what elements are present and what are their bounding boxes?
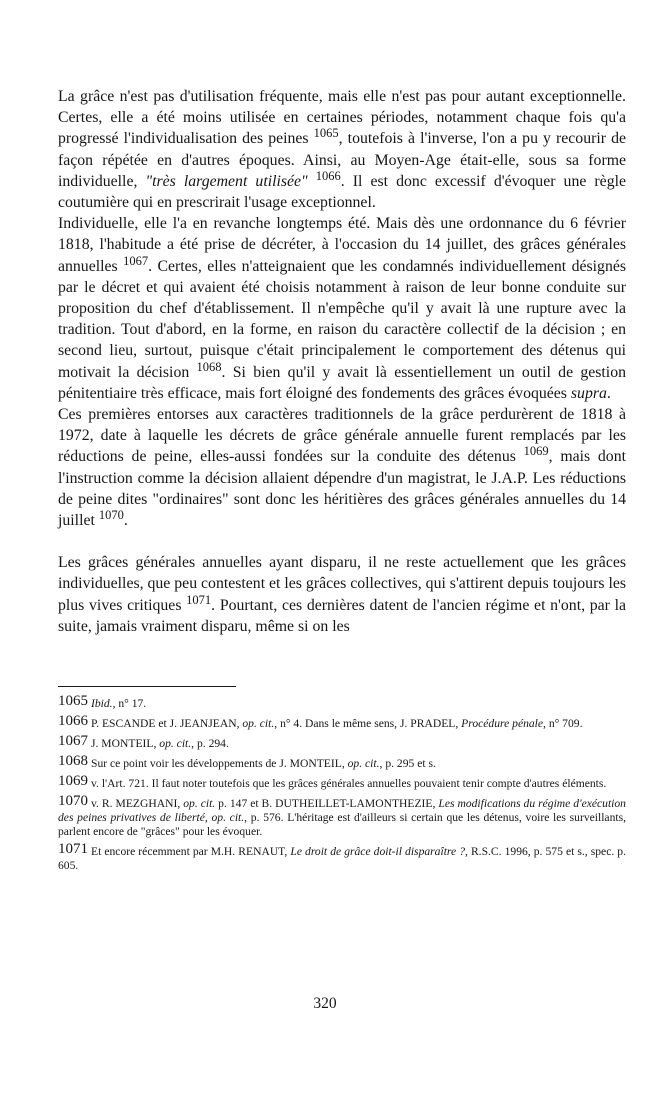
text-run: . Il est donc excessif d'évoquer une règle coutumière qui en prescrirait l'usage exceptionnel. bbox=[58, 172, 626, 212]
text-run: , n° 4. Dans le même sens, J. PRADEL, bbox=[274, 717, 462, 731]
footnote bbox=[58, 693, 626, 711]
footnote-number: 1066 bbox=[58, 713, 88, 730]
text-run: . Si bien qu'il y avait là essentiellement un outil de gestion pénitentiaire très efficace, mais fort éloigné des fondements des grâces évoquées bbox=[58, 363, 626, 402]
footnote-number: 1071 bbox=[58, 841, 88, 858]
text-run: Les modifications du régime d'exécution des peines privatives de liberté, op. cit. bbox=[58, 797, 626, 825]
text-run: . bbox=[606, 384, 611, 402]
footnote-ref[interactable]: 1065 bbox=[313, 126, 339, 141]
text-run: J. MONTEIL, bbox=[91, 737, 160, 751]
footnote-number: 1067 bbox=[58, 733, 88, 750]
page-number: 320 bbox=[313, 995, 337, 1012]
text-run: Individuelle, elle l'a en revanche longtemps été. Mais dès une ordonnance du 6 février 1818, l'habitude a été prise de décréter, à l'occasion du 14 juillet, des grâces générales annuelles bbox=[58, 215, 626, 275]
text-run: , n° 17. bbox=[112, 697, 147, 711]
text-run: Et encore récemment par M.H. RENAUT, bbox=[91, 845, 291, 859]
text-run: Ces premières entorses aux caractères traditionnels de la grâce perdurèrent de 1818 à 1972, date à laquelle les décrets de grâce générale annuelle furent remplacés par les réductions de peine, elles-aussi fondées sur la conduite des détenus bbox=[58, 406, 626, 466]
text-run: Procédure pénale bbox=[461, 717, 544, 731]
body-paragraph bbox=[58, 86, 626, 213]
footnote-number: 1069 bbox=[58, 773, 88, 790]
text-run: Les grâces générales annuelles ayant disparu, il ne reste actuellement que les grâces individuelles, que peu contestent et les grâces collectives, qui s'attirent depuis toujours les plus vives critiques bbox=[58, 554, 626, 614]
text-run: , p. 294. bbox=[191, 737, 229, 751]
footnote-number: 1070 bbox=[58, 793, 88, 810]
body-paragraph bbox=[58, 404, 626, 531]
footnote-ref[interactable]: 1070 bbox=[98, 508, 124, 523]
text-run: P. ESCANDE et J. JEANJEAN, bbox=[91, 717, 243, 731]
text-run: , mais dont l'instruction comme la décision allaient dépendre d'un magistrat, le J.A.P. Les réductions de peine dites "ordinaires" sont donc les héritières des grâces générales annuelles du 14 juillet bbox=[58, 448, 626, 530]
text-run: , n° 709. bbox=[543, 717, 583, 731]
text-run: p. 147 et B. DUTHEILLET-LAMONTHEZIE, bbox=[215, 797, 439, 811]
text-run: v. l'Art. 721. Il faut noter toutefois que les grâces générales annuelles pouvaient tenir compte d'autres éléments. bbox=[91, 777, 607, 791]
footnote bbox=[58, 793, 626, 839]
text-run: La grâce n'est pas d'utilisation fréquente, mais elle n'est pas pour autant exceptionnelle. Certes, elle a été moins utilisée en certaines périodes, notamment chaque fois qu'a progressé l'individualisation des peines bbox=[58, 88, 626, 148]
text-run: , R.S.C. 1996, p. 575 et s., spec. p. 605. bbox=[58, 845, 626, 873]
text-run: . Certes, elles n'atteignaient que les condamnés individuellement désignés par le décret et qui avaient été choisis notamment à raison de leur bonne conduite sur proposition du chef d'établissement. Il n'empêche qu'il y avait là une rupture avec la tradition. Tout d'abord, en la forme, en raison du caractère collectif de la décision ; en second lieu, surtout, puisque c'était principalement le comportement des détenus qui motivait la décision bbox=[58, 257, 627, 381]
text-run: op. cit. bbox=[347, 757, 380, 771]
text-run: op. cit. bbox=[159, 737, 192, 751]
footnote-ref[interactable]: 1071 bbox=[186, 592, 212, 607]
text-run: Sur ce point voir les développements de J. MONTEIL, bbox=[91, 757, 348, 771]
text-run: Le droit de grâce doit-il disparaître ? bbox=[290, 845, 465, 859]
text-run: Ibid. bbox=[91, 697, 113, 711]
footnote-number: 1065 bbox=[58, 693, 88, 710]
footnote bbox=[58, 773, 626, 791]
footnote-ref[interactable]: 1066 bbox=[315, 168, 341, 183]
text-run: op. cit. bbox=[183, 797, 216, 811]
footnote bbox=[58, 733, 626, 751]
text-run: op. cit. bbox=[242, 717, 275, 731]
text-run: v. R. MEZGHANI, bbox=[91, 797, 184, 811]
body-paragraph bbox=[58, 213, 626, 404]
text-run: , p. 576. L'héritage est d'ailleurs si certain que les détenus, voire les surveillants, parlent encore de "grâces" pour les évoquer. bbox=[58, 811, 626, 839]
footnotes bbox=[58, 693, 626, 873]
footnote bbox=[58, 753, 626, 771]
text-run: , p. 295 et s. bbox=[379, 757, 436, 771]
footnote bbox=[58, 713, 626, 731]
page-content bbox=[58, 86, 626, 878]
footnote-ref[interactable]: 1067 bbox=[123, 253, 149, 268]
footnote-separator bbox=[58, 686, 236, 687]
footnote-number: 1068 bbox=[58, 753, 88, 770]
footnote-ref[interactable]: 1068 bbox=[196, 359, 222, 374]
footnote-ref[interactable]: 1069 bbox=[523, 444, 549, 459]
text-run: , toutefois à l'inverse, l'on a pu y recourir de façon répétée en d'autres époques. Ainsi, au Moyen-Age était-elle, sous sa forme individuelle, bbox=[58, 130, 626, 190]
footnote bbox=[58, 841, 626, 873]
text-run: . bbox=[123, 512, 128, 530]
body-paragraph bbox=[58, 552, 626, 637]
latin-italic: supra bbox=[570, 384, 607, 402]
text-run: . Pourtant, ces dernières datent de l'ancien régime et n'ont, par la suite, jamais vraiment disparu, même si on les bbox=[58, 596, 626, 635]
text-run bbox=[308, 173, 316, 190]
quote-italic: "très largement utilisée" bbox=[145, 172, 308, 190]
